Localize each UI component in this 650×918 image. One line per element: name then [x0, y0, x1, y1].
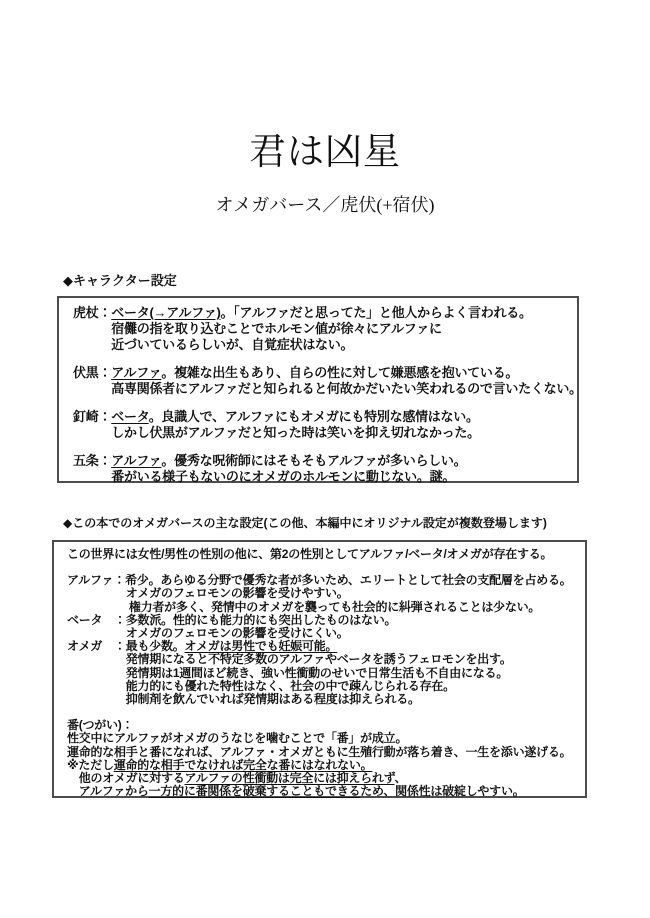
text-line: ベータ ：多数派。性的にも能力的にも突出したものはない。 — [67, 612, 397, 627]
text-line: オメガ ：最も少数。オメガは男性でも妊娠可能。 — [67, 639, 338, 654]
section-heading-character-settings: ◆キャラクター設定 — [63, 273, 177, 288]
text-line: 番がいる様子もないのにオメガのホルモンに動じない。謎。 — [73, 469, 456, 484]
text-line: 運命的な相手と番になれば、アルファ・オメガともに生殖行動が落ち着き、一生を添い遂げる。 — [67, 744, 572, 759]
text-line: しかし伏黒がアルファだと知った時は笑いを抑え切れなかった。 — [73, 425, 480, 440]
text-line: オメガのフェロモンの影響を受けにくい。 — [67, 626, 349, 641]
text-line: 五条：アルファ。優秀な呪術師にはそもそもアルファが多いらしい。 — [73, 453, 467, 468]
text-line: 他のオメガに対するアルファの性衝動は完全には抑えられず、 — [67, 771, 407, 786]
text-line: 伏黒：アルファ。複雑な出生もあり、自らの性に対して嫌悪感を抱いている。 — [73, 365, 519, 380]
text-line — [67, 706, 583, 719]
text-line: 能力的にも優れた特性はなく、社会の中で疎んじられる存在。 — [67, 678, 455, 693]
text-line: 性交中にアルファがオメガのうなじを噛むことで「番」が成立。 — [67, 731, 408, 746]
text-line: アルファから一方的に番関係を破棄することもできるため、関係性は破綻しやすい。 — [67, 784, 525, 799]
text-line: 発情期は1週間ほど続き、強い性衝動のせいで日常生活も不自由になる。 — [67, 665, 509, 680]
text-line: この世界には女性/男性の性別の他に、第2の性別としてアルファ/ベータ/オメガが存在する。 — [67, 547, 553, 561]
character-settings-box — [57, 296, 582, 484]
text-line: 権力者が多く、発情中のオメガを襲っても社会的に糾弾されることは少ない。 — [67, 599, 541, 614]
text-line: 釘崎：ベータ。良識人で、アルファにもオメガにも特別な感情はない。 — [73, 409, 479, 424]
text-line — [73, 397, 575, 409]
text-line — [73, 441, 575, 453]
text-line: 抑制剤を飲んでいれば発情期はある程度は抑えられる。 — [67, 692, 420, 707]
text-line: ※ただし運命的な相手でなければ完全な番にはなれない。 — [67, 757, 373, 772]
text-line: 宿儺の指を取り込むことでホルモン値が徐々にアルファに — [73, 321, 442, 336]
page-subtitle: オメガバース／虎伏(+宿伏) — [215, 195, 435, 215]
text-line: アルファ：希少。あらゆる分野で優秀な者が多いため、エリートとして社会の支配層を占める。 — [67, 573, 572, 588]
text-line: 高専関係者にアルファだと知られると何故かだいたい笑われるので言いたくない。 — [73, 381, 582, 396]
text-line: 番(つがい)： — [67, 718, 134, 733]
text-line: オメガのフェロモンの影響を受けやすい。 — [67, 586, 349, 601]
text-line — [73, 353, 575, 365]
page-title: 君は凶星 — [249, 132, 401, 173]
text-line: 発情期になると不特定多数のアルファやベータを誘うフェロモンを出す。 — [67, 652, 512, 667]
text-line: 虎杖：ベータ(→アルファ)。「アルファだと思ってた」と他人からよく言われる。 — [73, 305, 532, 320]
section-heading-omegaverse-settings: ◆この本でのオメガバースの主な設定(この他、本編中にオリジナル設定が複数登場します) — [63, 516, 547, 530]
text-line: 近づいているらしいが、自覚症状はない。 — [73, 337, 354, 352]
omegaverse-settings-box — [52, 540, 587, 798]
